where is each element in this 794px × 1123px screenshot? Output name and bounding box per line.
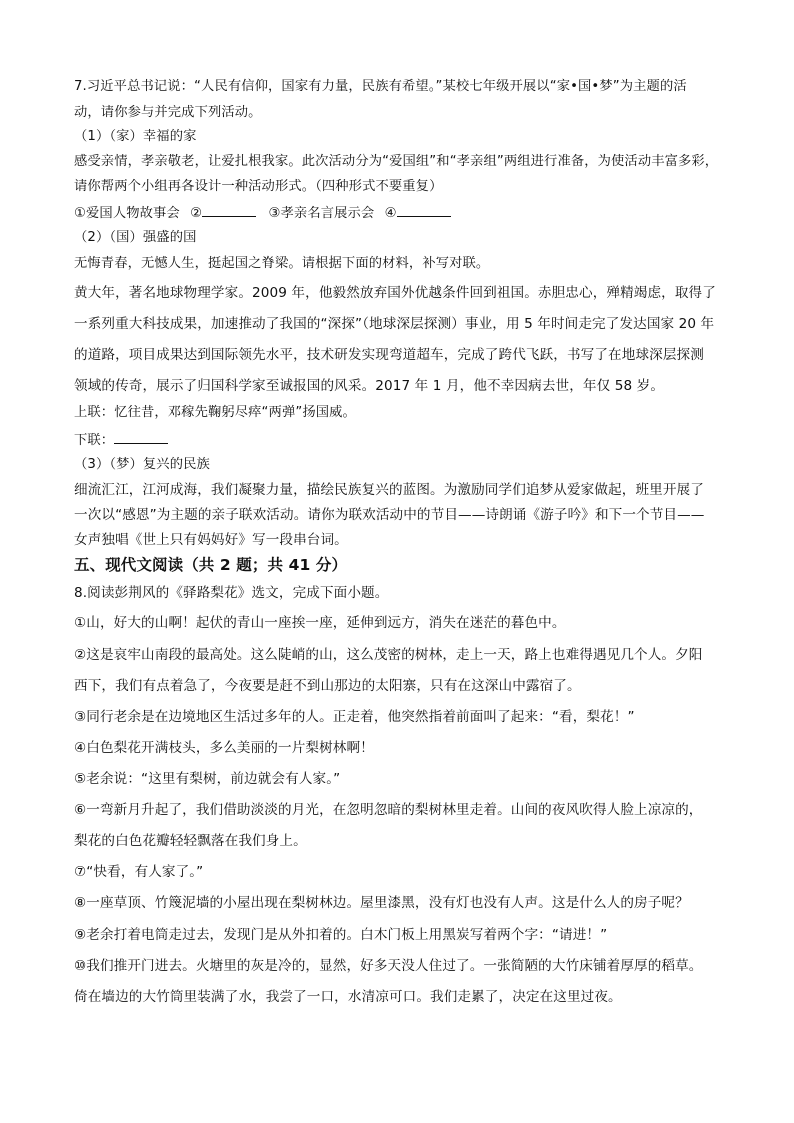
q8-paragraph-4: ④白色梨花开满枝头，多么美丽的一片梨树林啊！ <box>74 740 374 756</box>
material-line-3: 的道路，项目成果达到国际领先水平，技术研发实现弯道超车，完成了跨代飞跃，书写了在地球深层探测 <box>74 347 704 363</box>
option-1: ①爱国人物故事会 <box>74 206 180 221</box>
answer-blank-option-2[interactable] <box>202 203 256 217</box>
q7-part3-title: （3）（梦）复兴的民族 <box>74 457 210 472</box>
q7-part3-text-3: 女声独唱《世上只有妈妈好》写一段串台词。 <box>74 532 348 548</box>
q8-paragraph-6-line-2: 梨花的白色花瓣轻轻飘落在我们身上。 <box>74 833 307 849</box>
section-5-heading: 五、现代文阅读（共 2 题；共 41 分） <box>74 556 348 574</box>
q7-part1-text-1: 感受亲情，孝亲敬老，让爱扎根我家。此次活动分为“爱国组”和“孝亲组”两组进行准备，为使活动丰富多彩， <box>74 154 719 169</box>
couplet-lower <box>74 430 734 450</box>
q7-part1-title: （1）（家）幸福的家 <box>74 129 197 144</box>
q7-part1-options <box>74 203 734 223</box>
material-line-4: 领域的传奇，展示了归国科学家至诚报国的风采。2017 年 1 月，他不幸因病去世，年仅 58 岁。 <box>74 378 665 394</box>
q7-part2-title: （2）（国）强盛的国 <box>74 230 197 245</box>
q7-intro-line-1: 7.习近平总书记说：“人民有信仰，国家有力量，民族有希望。”某校七年级开展以“家•国•梦”为主题的活 <box>74 79 687 94</box>
q8-paragraph-2-line-1: ②这是哀牢山南段的最高处。这么陡峭的山，这么茂密的树林，走上一天，路上也难得遇见几个人。夕阳 <box>74 647 703 663</box>
q8-paragraph-10-line-1: ⑩我们推开门进去。火塘里的灰是冷的，显然，好多天没人住过了。一张简陋的大竹床铺着厚厚的稻草。 <box>74 958 703 974</box>
q7-part3-text-1: 细流汇江，江河成海，我们凝聚力量，描绘民族复兴的蓝图。为激励同学们追梦从爱家做起，班里开展了 <box>74 482 704 498</box>
q8-paragraph-2-line-2: 西下，我们有点着急了，今夜要是赶不到山那边的太阳寨，只有在这深山中露宿了。 <box>74 678 581 694</box>
option-4-prefix: ④ <box>384 206 397 221</box>
q8-paragraph-10-line-2: 倚在墙边的大竹筒里装满了水，我尝了一口，水清凉可口。我们走累了，决定在这里过夜。 <box>74 989 622 1005</box>
option-3: ③孝亲名言展示会 <box>268 206 375 221</box>
q8-paragraph-1: ①山，好大的山啊！起伏的青山一座挨一座，延伸到远方，消失在迷茫的暮色中。 <box>74 615 566 631</box>
q7-part1-text-2: 请你帮两个小组再各设计一种活动形式。（四种形式不要重复） <box>74 179 443 194</box>
q8-paragraph-8: ⑧一座草顶、竹篾泥墙的小屋出现在梨树林边。屋里漆黑，没有灯也没有人声。这是什么人的房子呢？ <box>74 895 689 911</box>
q7-intro-line-2: 动，请你参与并完成下列活动。 <box>74 105 262 120</box>
q8-paragraph-3: ③同行老余是在边境地区生活过多年的人。正走着，他突然指着前面叫了起来：“看，梨花！” <box>74 709 635 725</box>
q8-paragraph-7: ⑦“快看，有人家了。” <box>74 864 204 880</box>
answer-blank-option-4[interactable] <box>397 203 451 217</box>
q8-paragraph-5: ⑤老余说：“这里有梨树，前边就会有人家。” <box>74 771 341 787</box>
q8-intro: 8.阅读彭荆风的《驿路梨花》选文，完成下面小题。 <box>74 585 389 601</box>
couplet-lower-prefix: 下联： <box>74 433 115 448</box>
q7-part2-text: 无悔青春，无憾人生，挺起国之脊梁。请根据下面的材料，补写对联。 <box>74 256 490 271</box>
option-2-prefix: ② <box>190 206 203 221</box>
material-line-1: 黄大年，著名地球物理学家。2009 年，他毅然放弃国外优越条件回到祖国。赤胆忠心，殚精竭虑，取得了 <box>74 285 716 301</box>
q8-paragraph-9: ⑨老余打着电筒走过去，发现门是从外扣着的。白木门板上用黑炭写着两个字：“请进！” <box>74 927 608 943</box>
q7-part3-text-2: 一次以“感恩”为主题的亲子联欢活动。请你为联欢活动中的节目——诗朗诵《游子吟》和下一个节目—— <box>74 507 705 523</box>
answer-blank-couplet[interactable] <box>114 430 168 444</box>
couplet-upper: 上联：忆往昔，邓稼先鞠躬尽瘁“两弹”扬国威。 <box>74 405 356 420</box>
material-line-2: 一系列重大科技成果，加速推动了我国的“深探”（地球深层探测）事业，用 5 年时间走完了发达国家 20 年 <box>74 316 715 332</box>
q8-paragraph-6-line-1: ⑥一弯新月升起了，我们借助淡淡的月光，在忽明忽暗的梨树林里走着。山间的夜风吹得人脸上凉凉的， <box>74 802 703 818</box>
